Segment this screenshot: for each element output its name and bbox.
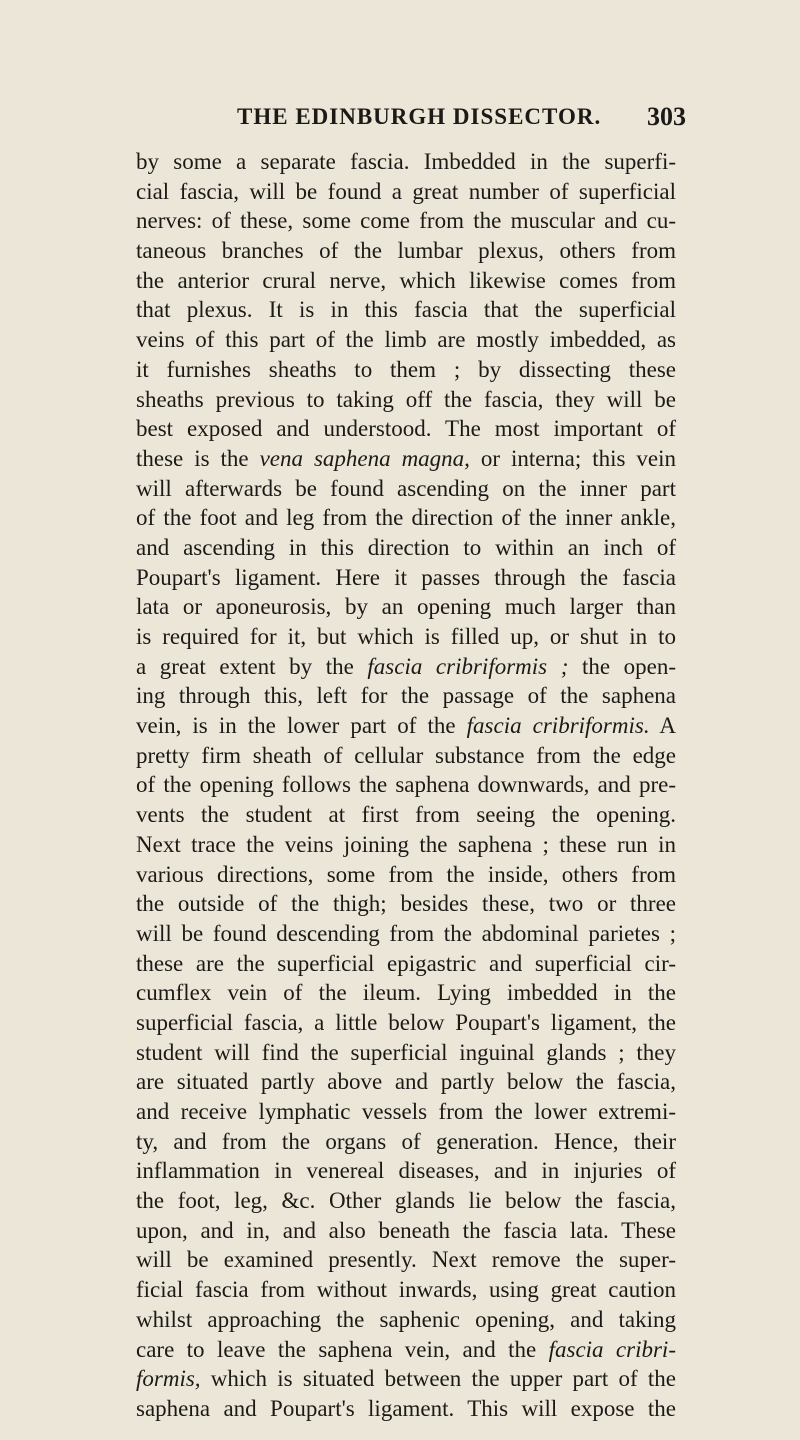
text-run: of the opening follows the saphena downwards, and pre- (136, 772, 676, 798)
text-run: it furnishes sheaths to them ; by dissecting these (136, 356, 676, 382)
text-line (136, 1097, 676, 1127)
text-line (136, 266, 676, 296)
text-run: the foot, leg, &c. Other glands lie below the fascia, (136, 1188, 676, 1214)
text-line (136, 1335, 676, 1365)
text-run: veins of this part of the limb are mostly imbedded, as (136, 327, 676, 353)
italic-term: formis, (136, 1366, 201, 1392)
text-line (136, 830, 676, 860)
text-run: various directions, some from the inside, others from (136, 861, 676, 887)
text-line (136, 1394, 676, 1424)
text-line (136, 1156, 676, 1186)
text-line (136, 177, 676, 207)
text-run: vein, is in the lower part of the (136, 713, 467, 739)
text-line (136, 503, 676, 533)
text-line (136, 592, 676, 622)
text-run: that plexus. It is in this fascia that the superficial (136, 297, 676, 323)
text-line (136, 1364, 676, 1394)
text-run: which is situated between the upper part of the (200, 1366, 676, 1392)
text-run: nerves: of these, some come from the muscular and cu- (136, 208, 676, 234)
text-line (136, 533, 676, 563)
text-line (136, 355, 676, 385)
text-run: saphena and Poupart's ligament. This will expose the (136, 1395, 676, 1421)
text-run: the open- (568, 653, 676, 679)
body-text (136, 147, 676, 1424)
italic-term: fascia cribriformis. (466, 713, 650, 739)
text-run: lata or aponeurosis, by an opening much larger than (136, 594, 676, 620)
text-line (136, 206, 676, 236)
text-run: student will find the superficial inguinal glands ; they (136, 1039, 676, 1065)
text-line (136, 770, 676, 800)
text-line (136, 741, 676, 771)
text-run: pretty firm sheath of cellular substance from the edge (136, 742, 676, 768)
text-run: A (649, 713, 677, 739)
text-line (136, 711, 676, 741)
text-run: and receive lymphatic vessels from the lower extremi- (136, 1099, 676, 1124)
running-head: THE EDINBURGH DISSECTOR. (237, 104, 602, 129)
text-line (136, 563, 676, 593)
text-line (136, 949, 676, 979)
text-run: cial fascia, will be found a great number of superficial (136, 178, 676, 204)
text-line (136, 1216, 676, 1246)
text-run: ficial fascia from without inwards, using great caution (136, 1277, 676, 1303)
text-line (136, 444, 676, 474)
text-run: ing through this, left for the passage of the saphena (136, 683, 676, 709)
text-run: Poupart's ligament. Here it passes through the fascia (136, 564, 676, 590)
text-run: cumflex vein of the ileum. Lying imbedded in the (136, 980, 676, 1006)
text-line (136, 236, 676, 266)
text-run: these are the superficial epigastric and superficial cir- (136, 950, 676, 976)
text-line (136, 295, 676, 325)
page-number: 303 (647, 102, 686, 131)
text-line (136, 652, 676, 682)
text-line (136, 1305, 676, 1335)
text-line (136, 325, 676, 355)
text-line (136, 474, 676, 504)
italic-term: fascia cribriformis ; (367, 653, 569, 679)
text-run: will afterwards be found ascending on the inner part (136, 475, 676, 501)
text-run: are situated partly above and partly below the fascia, (136, 1069, 676, 1095)
text-run: upon, and in, and also beneath the fascia lata. These (136, 1217, 676, 1243)
text-line (136, 147, 676, 177)
text-line (136, 1127, 676, 1157)
text-line (136, 1008, 676, 1038)
text-run: inflammation in venereal diseases, and in injuries of (136, 1158, 676, 1184)
text-line (136, 889, 676, 919)
text-line (136, 1245, 676, 1275)
text-run: best exposed and understood. The most important of (136, 416, 676, 442)
text-line (136, 385, 676, 415)
text-run: a great extent by the (136, 653, 368, 679)
italic-term: fascia cribri- (548, 1336, 676, 1362)
text-run: will be found descending from the abdominal parietes ; (136, 920, 676, 946)
text-run: the outside of the thigh; besides these, two or three (136, 891, 676, 917)
text-run: of the foot and leg from the direction of the inner ankle, (136, 505, 676, 531)
text-run: by some a separate fascia. Imbedded in the superfi- (136, 149, 676, 174)
text-line (136, 1275, 676, 1305)
text-run: taneous branches of the lumbar plexus, others from (136, 238, 676, 264)
text-line (136, 919, 676, 949)
text-run: care to leave the saphena vein, and the (136, 1336, 549, 1362)
text-line (136, 978, 676, 1008)
text-line (136, 414, 676, 444)
text-line (136, 1038, 676, 1068)
text-run: ty, and from the organs of generation. Hence, their (136, 1128, 676, 1154)
text-run: these is the (136, 445, 260, 471)
text-line (136, 1186, 676, 1216)
text-line (136, 681, 676, 711)
page-header (0, 104, 800, 144)
text-run: superficial fascia, a little below Poupart's ligament, the (136, 1009, 676, 1035)
text-run: the anterior crural nerve, which likewise comes from (136, 267, 676, 293)
text-run: is required for it, but which is filled up, or shut in to (136, 624, 676, 649)
text-line (136, 622, 676, 652)
text-run: and ascending in this direction to within an inch of (136, 534, 676, 560)
text-line (136, 1067, 676, 1097)
text-line (136, 800, 676, 830)
text-run: or interna; this vein (469, 445, 676, 471)
text-run: sheaths previous to taking off the fascia, they will be (136, 386, 676, 412)
italic-term: vena saphena magna, (259, 445, 470, 471)
text-run: Next trace the veins joining the saphena ; these run in (136, 831, 676, 857)
text-run: will be examined presently. Next remove the super- (136, 1247, 676, 1273)
text-run: vents the student at first from seeing the opening. (136, 802, 676, 828)
text-run: whilst approaching the saphenic opening, and taking (136, 1306, 676, 1332)
text-line (136, 860, 676, 890)
